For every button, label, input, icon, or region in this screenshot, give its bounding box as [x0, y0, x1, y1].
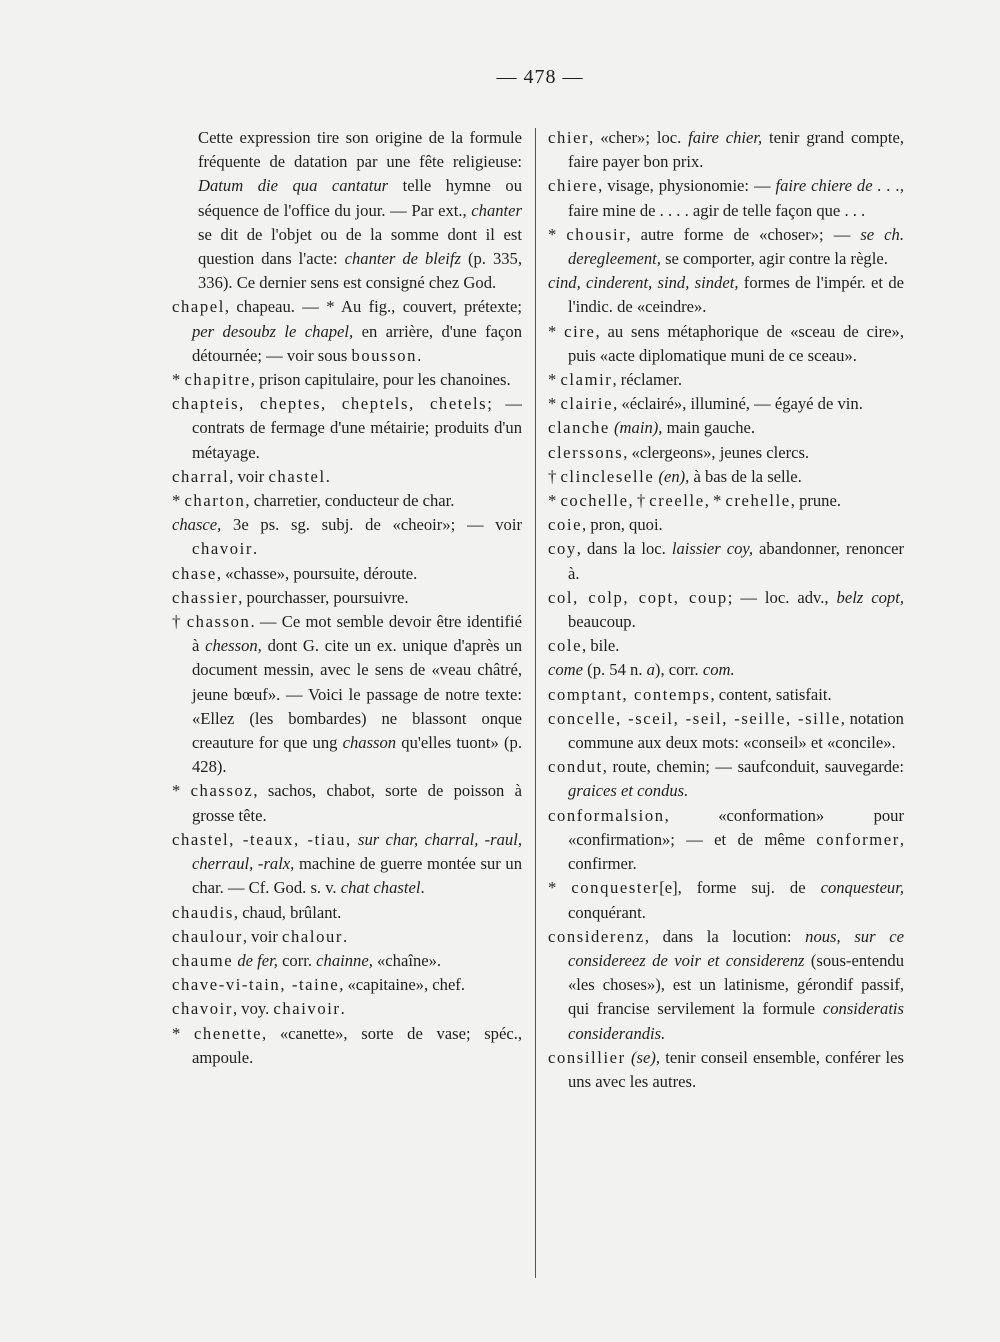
headword: crehelle — [725, 491, 791, 511]
entry-text: * — [548, 370, 561, 390]
headword: conformalsion — [548, 805, 665, 825]
italic-text: chat chastel — [340, 878, 421, 898]
italic-text: Datum die qua cantatur — [198, 176, 389, 196]
glossary-entry — [548, 368, 904, 392]
entry-text: , content, satisfait. — [710, 684, 832, 704]
glossary-entry — [548, 1046, 904, 1094]
entry-text: , voir — [242, 926, 283, 946]
entry-text: beaucoup. — [568, 612, 636, 632]
headword: chenette — [193, 1023, 263, 1043]
entry-text: à bas de la selle. — [689, 466, 802, 486]
entry-text: , réclamer. — [612, 370, 682, 390]
glossary-entry — [172, 465, 522, 489]
entry-text: , «canette», sorte de vase; spéc., ampoule. — [192, 1023, 523, 1067]
glossary-entry — [172, 901, 522, 925]
glossary-entry — [548, 755, 904, 803]
entry-text: en arrière, d'une façon détournée; — voir sous — [192, 321, 522, 365]
headword: chapitre — [184, 370, 251, 390]
headword: condut — [548, 757, 603, 777]
headword: chapel — [172, 297, 225, 317]
entry-text: dont G. cite un ex. unique d'après un document messin, avec le sens de «veau châtré, jeune bœuf». — Voici le passage de notre texte: «Ellez (les bombardes) ne blassont onque creauture for que ung — [192, 636, 523, 753]
italic-text: com. — [702, 660, 735, 680]
entry-text: ; — loc. adv., — [727, 587, 837, 607]
italic-text: a — [646, 660, 655, 680]
entry-text: * — [172, 491, 185, 511]
italic-text: graices et condus. — [568, 781, 689, 801]
headword: clairie — [560, 394, 614, 414]
italic-text: consideratis considerandis. — [568, 999, 904, 1043]
italic-text: (en), — [658, 466, 690, 486]
italic-text: come — [548, 660, 584, 680]
entry-text: (p. 335, 336). Ce dernier sens est consigné chez God. — [198, 249, 522, 293]
entry-text: . — [417, 345, 422, 365]
entry-text: ; — contrats de fermage d'une métairie; produits d'un métayage. — [192, 394, 522, 462]
headword: chassoz — [190, 781, 254, 801]
entry-text: , sachos, chabot, sorte de poisson à grosse tête. — [192, 781, 522, 825]
glossary-entry — [172, 949, 522, 973]
entry-text: , pron, quoi. — [582, 515, 663, 535]
headword: chastel — [268, 466, 326, 486]
italic-text: chanter — [471, 200, 522, 220]
italic-text: se ch. deregleement, — [568, 224, 904, 269]
entry-text: , dans la locution: — [644, 926, 806, 946]
entry-text: tenir conseil ensemble, conférer les uns avec les autres. — [568, 1047, 904, 1091]
entry-text: , † — [628, 491, 650, 511]
headword: concelle, -sceil, -seil, -seille, -sille — [548, 708, 841, 728]
headword: cire — [564, 321, 596, 341]
entry-text: . — [343, 926, 348, 946]
entry-text: , bile. — [582, 636, 620, 656]
entry-text: , route, chemin; — saufconduit, sauvegarde: — [602, 757, 904, 777]
entry-text: . — Ce mot semble devoir être identifié à — [192, 612, 522, 656]
headword: chapteis, cheptes, cheptels, chetels — [172, 394, 488, 414]
glossary-entry — [548, 513, 904, 537]
entry-text: [e], forme suj. de — [659, 878, 821, 898]
entry-text: (sous-entendu «les choses»), est un latinisme, gérondif passif, qui francise servilement la formule — [568, 950, 904, 1019]
italic-text: chainne, — [316, 950, 373, 970]
entry-text: , «capitaine», chef. — [339, 975, 465, 995]
headword: conquester — [571, 878, 660, 898]
headword: chave-vi-tain, -taine — [172, 975, 340, 995]
glossary-entry — [172, 586, 522, 610]
glossary-entry — [172, 997, 522, 1021]
italic-text: chanter de bleifz — [344, 249, 461, 269]
italic-text: (se), — [630, 1047, 660, 1067]
glossary-entry — [548, 392, 904, 416]
entry-text: Cette expression tire son origine de la formule fréquente de datation par une fête religieuse: — [198, 128, 522, 172]
entry-text: formes de l'impér. et de l'indic. de «ceindre». — [568, 273, 904, 317]
headword: chousir — [566, 224, 627, 244]
glossary-entry — [172, 126, 522, 295]
italic-text: faire chier, — [688, 128, 763, 147]
entry-text: * — [172, 370, 185, 390]
glossary-entry — [172, 392, 522, 465]
entry-text: , prune. — [790, 491, 841, 511]
glossary-entry — [172, 368, 522, 392]
headword: comptant, contemps — [548, 684, 711, 704]
entry-text: , visage, physionomie: — — [598, 176, 776, 196]
headword: chalour — [282, 926, 344, 946]
italic-text: belz copt, — [836, 587, 904, 607]
glossary-entry — [172, 973, 522, 997]
entry-text: telle hymne ou séquence de l'office du jour. — Par ext., — [198, 176, 522, 220]
entry-text: , «cher»; loc. — [589, 128, 689, 147]
headword: chavoir — [192, 539, 253, 559]
headword: coie — [548, 515, 583, 535]
italic-text: conquesteur, — [820, 878, 904, 898]
glossary-entry — [172, 295, 522, 368]
glossary-entry — [548, 174, 904, 222]
column-divider — [535, 128, 536, 1278]
entry-text: conquérant. — [568, 902, 646, 922]
headword: chase — [172, 563, 217, 583]
right-column — [548, 126, 904, 1094]
entry-text: , confirmer. — [568, 829, 904, 874]
headword: chasson — [186, 612, 251, 632]
headword: chier — [548, 128, 590, 147]
headword: chaume — [172, 950, 234, 970]
entry-text: «chaîne». — [372, 950, 442, 970]
italic-text: sur char, charral, -raul, cherraul, -ralx, — [192, 829, 522, 874]
headword: cochelle — [560, 491, 629, 511]
entry-text: se dit de l'objet ou de la somme dont il est question dans l'acte: — [198, 224, 522, 269]
headword: cole — [548, 636, 583, 656]
left-column — [172, 126, 522, 1070]
page-number: — 478 — — [496, 66, 584, 88]
entry-text: * — [172, 1023, 194, 1043]
headword: chaulour — [172, 926, 243, 946]
entry-text: † — [172, 612, 187, 632]
glossary-entry — [548, 925, 904, 1046]
entry-text: , chapeau. — * Au fig., couvert, prétexte; — [224, 297, 522, 317]
entry-text: , autre forme de «choser»; — — [626, 224, 861, 244]
entry-text: , «chasse», poursuite, déroute. — [216, 563, 418, 583]
entry-text: * — [548, 224, 567, 244]
glossary-entry — [172, 1022, 522, 1070]
glossary-entry — [548, 586, 904, 634]
entry-text: , notation commune aux deux mots: «conseil» et «concile». — [568, 708, 904, 753]
entry-text: . — [325, 466, 330, 486]
italic-text: chasson — [342, 733, 397, 753]
entry-text: faire mine de . . . . agir de telle façon que . . . — [568, 200, 866, 220]
glossary-entry — [548, 707, 904, 755]
entry-text: tenir grand compte, faire payer bon prix. — [568, 128, 904, 172]
headword: charral — [172, 466, 230, 486]
entry-text: (p. 54 n. — [583, 660, 647, 680]
entry-text: * — [548, 394, 561, 414]
entry-text: * — [172, 781, 191, 801]
entry-text: abandonner, renoncer à. — [568, 539, 904, 583]
entry-text: se comporter, agir contre la règle. — [660, 249, 888, 269]
entry-text: † — [548, 466, 561, 486]
italic-text: chasce, — [172, 515, 222, 535]
headword: clincleselle — [560, 466, 655, 486]
italic-text: chesson, — [205, 636, 262, 656]
entry-text: * — [548, 321, 565, 341]
entry-text: corr. — [277, 950, 317, 970]
headword: chiere — [548, 176, 599, 196]
glossary-entry — [172, 489, 522, 513]
glossary-entry — [548, 223, 904, 271]
glossary-entry — [548, 441, 904, 465]
entry-text: , «conformation» pour «confirmation»; — et de même — [568, 805, 904, 849]
glossary-entry — [548, 320, 904, 368]
italic-text: faire chiere de . . ., — [775, 176, 904, 196]
italic-text: (main), — [614, 418, 663, 438]
glossary-entry — [548, 126, 904, 174]
headword: clanche — [548, 418, 610, 438]
headword: chaivoir — [273, 999, 341, 1019]
glossary-entry — [172, 779, 522, 827]
glossary-entry — [548, 537, 904, 585]
entry-text: , charretier, conducteur de char. — [245, 491, 455, 511]
entry-text: , pourchasser, poursuivre. — [238, 587, 409, 607]
entry-text: , «clergeons», jeunes clercs. — [623, 442, 810, 462]
entry-text: , voy. — [232, 999, 274, 1019]
glossary-entry — [548, 804, 904, 877]
italic-text: per desoubz le chapel, — [192, 321, 354, 341]
glossary-entry — [548, 683, 904, 707]
entry-text: . — [340, 999, 345, 1019]
entry-text: , chaud, brûlant. — [233, 902, 342, 922]
entry-text: main gauche. — [662, 418, 756, 438]
glossary-entry — [548, 271, 904, 319]
entry-text: , voir — [229, 466, 269, 486]
headword: bousson — [351, 345, 418, 365]
glossary-entry — [172, 828, 522, 901]
entry-text: . — [420, 878, 425, 898]
italic-text: de fer, — [237, 950, 278, 970]
italic-text: laissier coy, — [671, 539, 753, 559]
glossary-entry — [548, 658, 904, 682]
glossary-entry — [548, 416, 904, 440]
entry-text: ), corr. — [654, 660, 703, 680]
entry-text: , «éclairé», illuminé, — égayé de vin. — [613, 394, 863, 414]
entry-text: qu'elles tuont» (p. 428). — [192, 733, 522, 777]
headword: considerenz — [548, 926, 645, 946]
headword: chaudis — [172, 902, 234, 922]
entry-text: , dans la loc. — [576, 539, 672, 559]
entry-text: * — [548, 878, 572, 898]
glossary-entry — [548, 465, 904, 489]
headword: conformer — [816, 829, 900, 849]
headword: clamir — [560, 370, 613, 390]
entry-text: , * — [704, 491, 726, 511]
entry-text: . — [252, 539, 258, 559]
glossary-entry — [548, 489, 904, 513]
headword: clerssons — [548, 442, 624, 462]
glossary-entry — [172, 513, 522, 561]
headword: chavoir — [172, 999, 233, 1019]
headword: consillier — [548, 1047, 626, 1067]
entry-text: , au sens métaphorique de «sceau de cire», puis «acte diplomatique muni de ce sceau». — [568, 321, 904, 365]
italic-text: nous, sur ce considereez de voir et considerenz — [568, 926, 904, 970]
italic-text: cind, cinderent, sind, sindet, — [548, 273, 739, 293]
entry-text: machine de guerre montée sur un char. — Cf. God. s. v. — [192, 854, 522, 898]
headword: chassier — [172, 587, 239, 607]
headword: charton — [184, 491, 246, 511]
glossary-entry — [172, 610, 522, 779]
entry-text: * — [548, 491, 561, 511]
headword: creelle — [649, 491, 705, 511]
headword: coy — [548, 539, 577, 559]
headword: chastel, -teaux, -tiau, — [172, 829, 352, 849]
glossary-entry — [172, 562, 522, 586]
entry-text: , prison capitulaire, pour les chanoines. — [250, 370, 511, 390]
glossary-entry — [548, 876, 904, 924]
glossary-entry — [172, 925, 522, 949]
headword: col, colp, copt, coup — [548, 587, 728, 607]
glossary-entry — [548, 634, 904, 658]
entry-text: 3e ps. sg. subj. de «cheoir»; — voir — [221, 515, 522, 535]
